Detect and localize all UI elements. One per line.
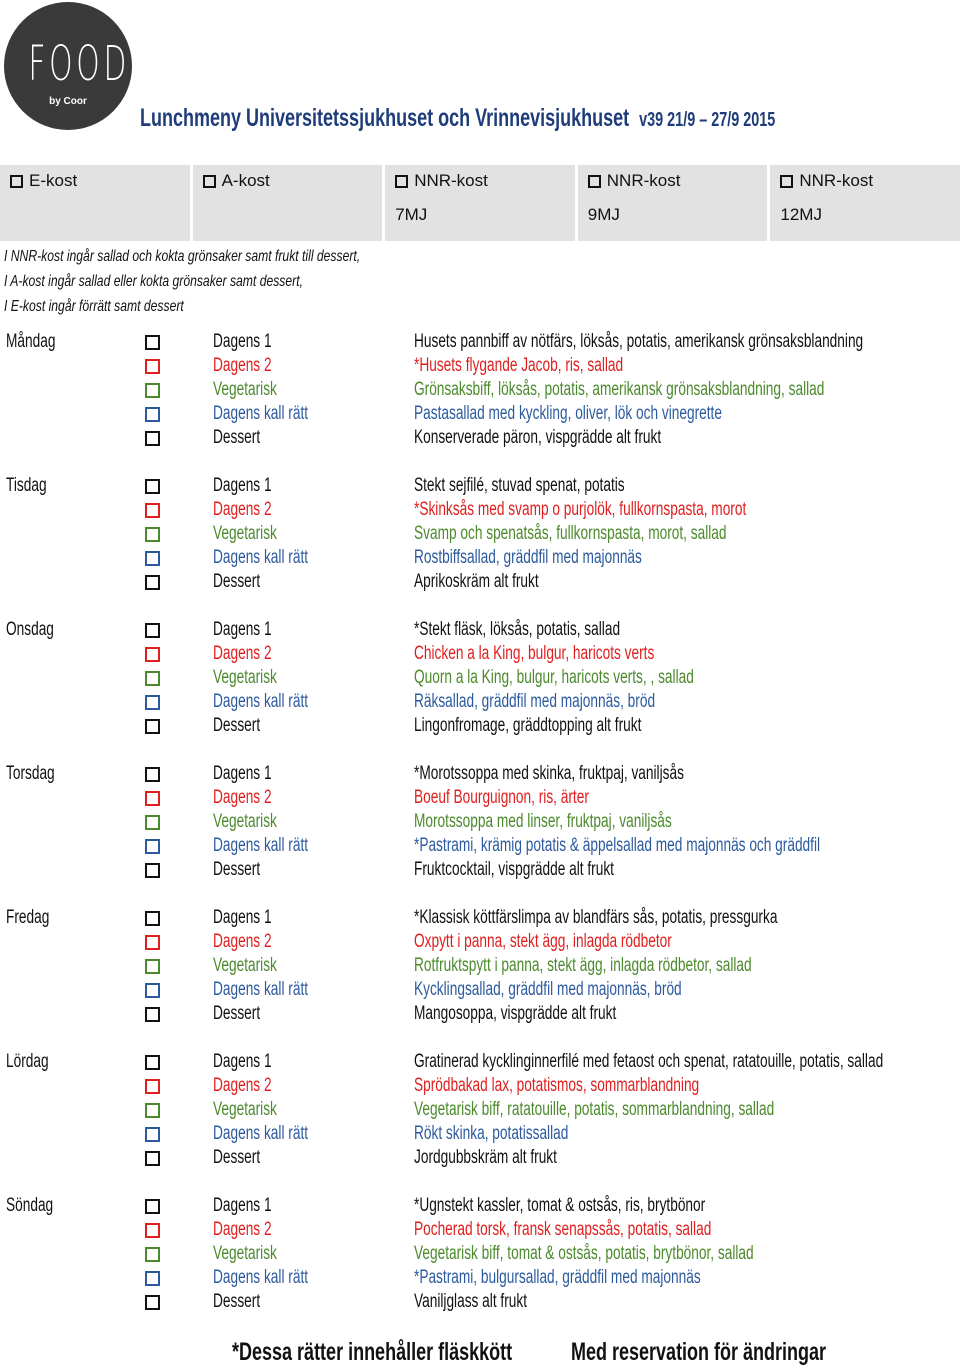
course-label: Vegetarisk	[213, 1243, 277, 1264]
course-label: Dessert	[213, 715, 261, 736]
checkbox-icon[interactable]	[203, 175, 216, 188]
course-label: Dagens kall rätt	[213, 1267, 309, 1288]
course-label: Dagens 1	[213, 331, 272, 352]
course-label: Dessert	[213, 427, 261, 448]
menu-row-dagens2	[0, 1074, 960, 1098]
course-label: Dagens kall rätt	[213, 835, 309, 856]
menu-row-vegetarisk	[0, 810, 960, 834]
checkbox-icon[interactable]	[145, 815, 160, 830]
dish-text: Morotssoppa med linser, fruktpaj, vaniljsås	[414, 811, 672, 832]
menu-row-dessert	[0, 1002, 960, 1026]
menu-row-dessert	[0, 1146, 960, 1170]
menu-row-kall	[0, 546, 960, 570]
menu-row-kall	[0, 834, 960, 858]
dish-text: *Klassisk köttfärslimpa av blandfärs sås, potatis, pressgurka	[414, 907, 778, 928]
kost-label: A-kost	[221, 171, 270, 190]
checkbox-icon[interactable]	[145, 1103, 160, 1118]
menu-row-vegetarisk	[0, 1098, 960, 1122]
menu-row-dagens2	[0, 642, 960, 666]
kost-label: NNR-kost	[606, 171, 681, 190]
course-label: Dagens 1	[213, 1051, 272, 1072]
menu-row-vegetarisk	[0, 378, 960, 402]
dish-text: Stekt sejfilé, stuvad spenat, potatis	[414, 475, 625, 496]
course-label: Vegetarisk	[213, 1099, 277, 1120]
checkbox-icon[interactable]	[145, 1223, 160, 1238]
dish-text: Chicken a la King, bulgur, haricots verts	[414, 643, 655, 664]
course-label: Vegetarisk	[213, 667, 277, 688]
day-block	[0, 1194, 960, 1338]
checkbox-icon[interactable]	[145, 959, 160, 974]
checkbox-icon[interactable]	[145, 911, 160, 926]
kost-label: NNR-kost	[799, 171, 874, 190]
dish-text: Kycklingsallad, gräddfil med majonnäs, bröd	[414, 979, 682, 1000]
checkbox-icon[interactable]	[145, 863, 160, 878]
menu-row-dessert	[0, 426, 960, 450]
day-block	[0, 618, 960, 762]
course-label: Dagens 1	[213, 1195, 272, 1216]
dish-text: Quorn a la King, bulgur, haricots verts, , sallad	[414, 667, 694, 688]
day-name: Fredag	[6, 907, 50, 928]
dish-text: Grönsaksbiff, löksås, potatis, amerikansk grönsaksblandning, sallad	[414, 379, 825, 400]
checkbox-icon[interactable]	[10, 175, 23, 188]
dish-text: Vaniljglass alt frukt	[414, 1291, 528, 1312]
menu-row-kall	[0, 1266, 960, 1290]
checkbox-icon[interactable]	[145, 407, 160, 422]
course-label: Dagens kall rätt	[213, 979, 309, 1000]
menu-row-kall	[0, 402, 960, 426]
checkbox-icon[interactable]	[145, 1151, 160, 1166]
food-by-coor-logo	[4, 2, 132, 130]
menu-row-dagens1	[0, 330, 960, 354]
checkbox-icon[interactable]	[145, 671, 160, 686]
course-label: Vegetarisk	[213, 379, 277, 400]
menu-row-dagens1	[0, 618, 960, 642]
reservation-note: Med reservation för ändringar	[571, 1338, 827, 1366]
week-range: v39 21/9 – 27/9 2015	[639, 109, 776, 131]
dish-text: *Stekt fläsk, löksås, potatis, sallad	[414, 619, 621, 640]
logo-word: FOOD	[28, 36, 131, 92]
checkbox-icon[interactable]	[145, 791, 160, 806]
checkbox-icon[interactable]	[145, 383, 160, 398]
logo-by: by Coor	[49, 96, 87, 107]
checkbox-icon[interactable]	[145, 695, 160, 710]
checkbox-icon[interactable]	[145, 1247, 160, 1262]
course-label: Dagens 1	[213, 907, 272, 928]
dish-text: Pocherad torsk, fransk senapssås, potatis, sallad	[414, 1219, 712, 1240]
dish-text: *Ugnstekt kassler, tomat & ostsås, ris, brytbönor	[414, 1195, 706, 1216]
checkbox-icon[interactable]	[145, 335, 160, 350]
dish-text: Rotfruktspytt i panna, stekt ägg, inlagda rödbetor, sallad	[414, 955, 752, 976]
course-label: Dagens kall rätt	[213, 403, 309, 424]
checkbox-icon[interactable]	[145, 1079, 160, 1094]
checkbox-icon[interactable]	[145, 1055, 160, 1070]
dish-text: Rostbiffsallad, gräddfil med majonnäs	[414, 547, 642, 568]
menu-row-dessert	[0, 714, 960, 738]
day-block	[0, 474, 960, 618]
menu-row-vegetarisk	[0, 522, 960, 546]
kost-col-nnr-7	[385, 165, 578, 241]
menu-row-dagens1	[0, 906, 960, 930]
dish-text: Husets pannbiff av nötfärs, löksås, potatis, amerikansk grönsaksblandning	[414, 331, 864, 352]
pork-note: *Dessa rätter innehåller fläskkött	[232, 1338, 513, 1366]
menu-row-dessert	[0, 1290, 960, 1314]
course-label: Dagens 1	[213, 619, 272, 640]
course-label: Dagens 2	[213, 643, 272, 664]
dish-text: *Husets flygande Jacob, ris, sallad	[414, 355, 624, 376]
dish-text: Jordgubbskräm alt frukt	[414, 1147, 557, 1168]
checkbox-icon[interactable]	[780, 175, 793, 188]
checkbox-icon[interactable]	[145, 719, 160, 734]
checkbox-icon[interactable]	[588, 175, 601, 188]
note-line: I E-kost ingår förrätt samt dessert	[4, 298, 184, 315]
menu-row-dessert	[0, 858, 960, 882]
weekly-menu	[0, 330, 960, 1338]
menu-row-dagens2	[0, 354, 960, 378]
checkbox-icon[interactable]	[145, 431, 160, 446]
course-label: Dagens 2	[213, 499, 272, 520]
menu-row-dagens2	[0, 930, 960, 954]
course-label: Dagens 1	[213, 763, 272, 784]
menu-row-dagens1	[0, 1194, 960, 1218]
checkbox-icon[interactable]	[145, 623, 160, 638]
checkbox-icon[interactable]	[145, 983, 160, 998]
course-label: Dagens 2	[213, 931, 272, 952]
kost-col-nnr-12	[770, 165, 960, 241]
dish-text: Sprödbakad lax, potatismos, sommarblandning	[414, 1075, 700, 1096]
course-label: Dessert	[213, 1147, 261, 1168]
dish-text: Aprikoskräm alt frukt	[414, 571, 539, 592]
menu-row-vegetarisk	[0, 666, 960, 690]
checkbox-icon[interactable]	[145, 839, 160, 854]
menu-row-dagens1	[0, 474, 960, 498]
course-label: Dagens 2	[213, 787, 272, 808]
checkbox-icon[interactable]	[145, 551, 160, 566]
dish-text: Gratinerad kycklinginnerfilé med fetaost och spenat, ratatouille, potatis, sallad	[414, 1051, 884, 1072]
course-label: Vegetarisk	[213, 523, 277, 544]
kost-col-e	[0, 165, 193, 241]
dish-text: Oxpytt i panna, stekt ägg, inlagda rödbetor	[414, 931, 672, 952]
diet-type-bar	[0, 165, 960, 241]
menu-row-dessert	[0, 570, 960, 594]
checkbox-icon[interactable]	[145, 359, 160, 374]
dish-text: Vegetarisk biff, ratatouille, potatis, sommarblandning, sallad	[414, 1099, 775, 1120]
menu-row-dagens1	[0, 1050, 960, 1074]
menu-row-kall	[0, 690, 960, 714]
checkbox-icon[interactable]	[145, 1127, 160, 1142]
kost-label: NNR-kost	[414, 171, 488, 190]
course-label: Dessert	[213, 859, 261, 880]
day-name: Måndag	[6, 331, 56, 352]
day-block	[0, 330, 960, 474]
checkbox-icon[interactable]	[145, 1007, 160, 1022]
dish-text: *Pastrami, krämig potatis & äppelsallad med majonnäs och gräddfil	[414, 835, 821, 856]
menu-row-dagens2	[0, 498, 960, 522]
course-label: Dagens kall rätt	[213, 691, 309, 712]
course-label: Dagens 2	[213, 355, 272, 376]
dish-text: Boeuf Bourguignon, ris, ärter	[414, 787, 589, 808]
course-label: Dagens 2	[213, 1219, 272, 1240]
kost-col-a	[193, 165, 386, 241]
checkbox-icon[interactable]	[145, 503, 160, 518]
day-block	[0, 762, 960, 906]
kost-energy: 9MJ	[587, 205, 620, 224]
course-label: Dagens kall rätt	[213, 547, 309, 568]
dish-text: Pastasallad med kyckling, oliver, lök och vinegrette	[414, 403, 722, 424]
course-label: Dessert	[213, 571, 261, 592]
course-label: Dagens 2	[213, 1075, 272, 1096]
course-label: Dessert	[213, 1291, 261, 1312]
day-name: Söndag	[6, 1195, 54, 1216]
day-name: Tisdag	[6, 475, 47, 496]
menu-row-dagens2	[0, 786, 960, 810]
course-label: Dagens kall rätt	[213, 1123, 309, 1144]
dish-text: Rökt skinka, potatissallad	[414, 1123, 569, 1144]
dish-text: Konserverade päron, vispgrädde alt frukt	[414, 427, 662, 448]
dish-text: Mangosoppa, vispgrädde alt frukt	[414, 1003, 617, 1024]
dish-text: *Pastrami, bulgursallad, gräddfil med majonnäs	[414, 1267, 701, 1288]
checkbox-icon[interactable]	[145, 767, 160, 782]
kost-label: E-kost	[29, 171, 78, 190]
diet-notes	[4, 244, 360, 319]
day-name: Torsdag	[6, 763, 55, 784]
course-label: Dagens 1	[213, 475, 272, 496]
dish-text: Vegetarisk biff, tomat & ostsås, potatis, brytbönor, sallad	[414, 1243, 754, 1264]
dish-text: Lingonfromage, gräddtopping alt frukt	[414, 715, 642, 736]
note-line: I A-kost ingår sallad eller kokta grönsaker samt dessert,	[4, 273, 303, 290]
menu-row-kall	[0, 1122, 960, 1146]
kost-energy: 7MJ	[395, 205, 428, 224]
checkbox-icon[interactable]	[395, 175, 408, 188]
checkbox-icon[interactable]	[145, 1271, 160, 1286]
checkbox-icon[interactable]	[145, 479, 160, 494]
dish-text: Svamp och spenatsås, fullkornspasta, morot, sallad	[414, 523, 727, 544]
title-text: Lunchmeny Universitetssjukhuset och Vrinnevisjukhuset	[140, 104, 630, 132]
checkbox-icon[interactable]	[145, 527, 160, 542]
dish-text: Fruktcocktail, vispgrädde alt frukt	[414, 859, 614, 880]
course-label: Vegetarisk	[213, 811, 277, 832]
checkbox-icon[interactable]	[145, 575, 160, 590]
menu-row-dagens1	[0, 762, 960, 786]
course-label: Dessert	[213, 1003, 261, 1024]
checkbox-icon[interactable]	[145, 647, 160, 662]
checkbox-icon[interactable]	[145, 935, 160, 950]
kost-energy: 12MJ	[780, 205, 822, 224]
day-name: Lördag	[6, 1051, 49, 1072]
menu-row-vegetarisk	[0, 954, 960, 978]
checkbox-icon[interactable]	[145, 1199, 160, 1214]
dish-text: *Morotssoppa med skinka, fruktpaj, vaniljsås	[414, 763, 684, 784]
menu-row-vegetarisk	[0, 1242, 960, 1266]
page-title	[140, 104, 775, 133]
checkbox-icon[interactable]	[145, 1295, 160, 1310]
day-name: Onsdag	[6, 619, 54, 640]
day-block	[0, 1050, 960, 1194]
menu-row-dagens2	[0, 1218, 960, 1242]
dish-text: Räksallad, gräddfil med majonnäs, bröd	[414, 691, 656, 712]
day-block	[0, 906, 960, 1050]
kost-col-nnr-9	[578, 165, 771, 241]
note-line: I NNR-kost ingår sallad och kokta grönsaker samt frukt till dessert,	[4, 248, 361, 265]
menu-row-kall	[0, 978, 960, 1002]
dish-text: *Skinksås med svamp o purjolök, fullkornspasta, morot	[414, 499, 747, 520]
course-label: Vegetarisk	[213, 955, 277, 976]
